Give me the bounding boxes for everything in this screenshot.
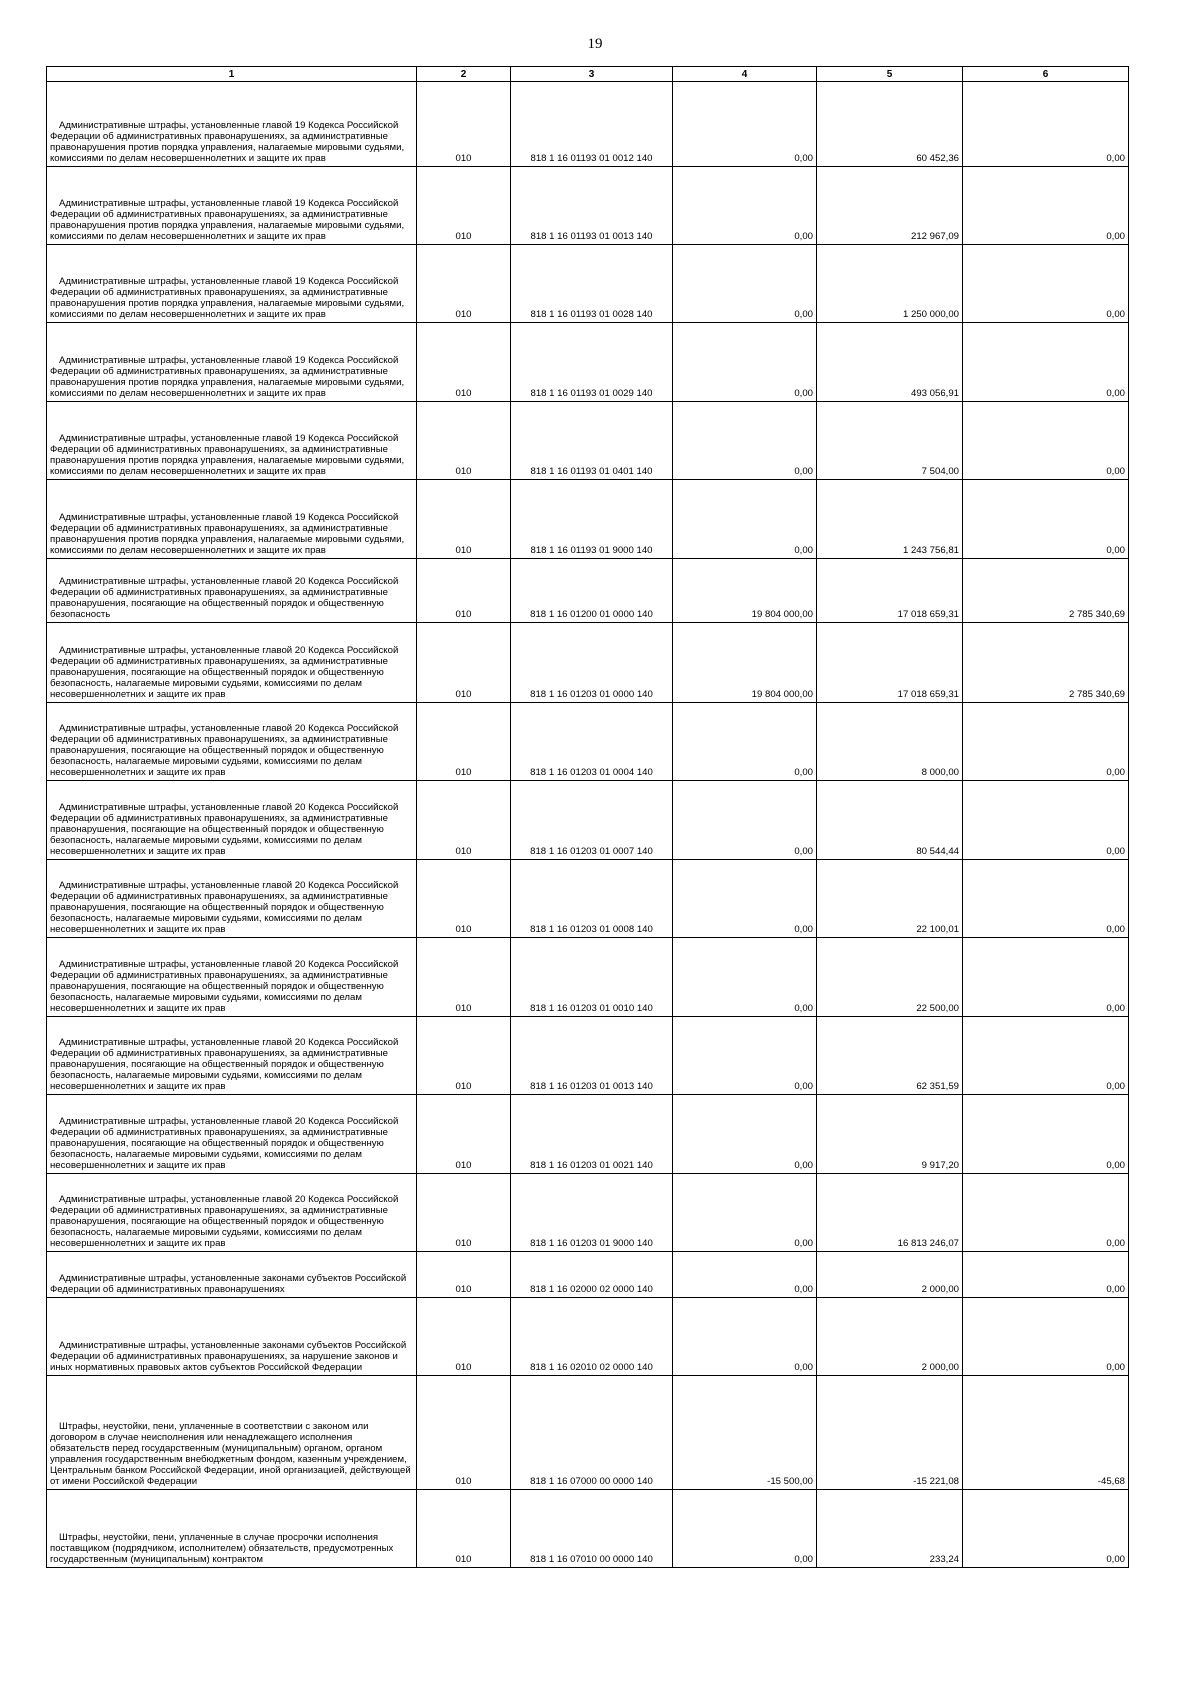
table-row [47,1252,1129,1298]
row-col-5-value: 22 500,00 [817,938,963,1017]
row-budget-code: 818 1 16 01203 01 0000 140 [511,623,673,703]
row-budget-code: 818 1 16 01203 01 0004 140 [511,703,673,781]
row-col-6-value: 0,00 [963,1017,1129,1095]
row-col-4-value: 0,00 [673,323,817,402]
row-description: Административные штрафы, установленные главой 20 Кодекса Российской Федерации об административных правонарушениях, за административные правонарушения, посягающие на общественный порядок и общественную безопасность, налагаемые мировыми судьями, комиссиями по делам несовершеннолетних и защите их прав [47,623,417,703]
row-line-code: 010 [417,480,511,559]
row-col-6-value: 0,00 [963,323,1129,402]
row-description: Административные штрафы, установленные главой 20 Кодекса Российской Федерации об административных правонарушениях, за административные правонарушения, посягающие на общественный порядок и общественную безопасность, налагаемые мировыми судьями, комиссиями по делам несовершеннолетних и защите их прав [47,1174,417,1252]
row-line-code: 010 [417,1095,511,1174]
row-budget-code: 818 1 16 01193 01 0401 140 [511,402,673,480]
table-body [47,82,1129,1568]
row-col-6-value: -45,68 [963,1376,1129,1490]
row-col-5-value: 16 813 246,07 [817,1174,963,1252]
row-col-4-value: 0,00 [673,860,817,938]
row-col-6-value: 0,00 [963,860,1129,938]
table-row [47,245,1129,323]
row-budget-code: 818 1 16 01203 01 9000 140 [511,1174,673,1252]
row-col-6-value: 0,00 [963,1298,1129,1376]
report-table [46,66,1129,1568]
row-col-6-value: 0,00 [963,402,1129,480]
row-col-5-value: 9 917,20 [817,1095,963,1174]
row-description: Административные штрафы, установленные главой 19 Кодекса Российской Федерации об административных правонарушениях, за административные правонарушения против порядка управления, налагаемые мировыми судьями, комиссиями по делам несовершеннолетних и защите их прав [47,82,417,167]
row-col-5-value: 493 056,91 [817,323,963,402]
row-col-5-value: 2 000,00 [817,1298,963,1376]
row-col-5-value: 60 452,36 [817,82,963,167]
table-row [47,1490,1129,1568]
row-col-4-value: 0,00 [673,402,817,480]
row-col-6-value: 0,00 [963,781,1129,860]
row-budget-code: 818 1 16 07010 00 0000 140 [511,1490,673,1568]
table-row [47,781,1129,860]
row-col-4-value: 19 804 000,00 [673,623,817,703]
row-col-6-value: 0,00 [963,1095,1129,1174]
row-col-5-value: 233,24 [817,1490,963,1568]
row-line-code: 010 [417,402,511,480]
row-col-5-value: 80 544,44 [817,781,963,860]
row-col-4-value: 19 804 000,00 [673,559,817,623]
row-description: Административные штрафы, установленные главой 19 Кодекса Российской Федерации об административных правонарушениях, за административные правонарушения против порядка управления, налагаемые мировыми судьями, комиссиями по делам несовершеннолетних и защите их прав [47,323,417,402]
header-col-6: 6 [963,67,1129,82]
row-description: Административные штрафы, установленные главой 20 Кодекса Российской Федерации об административных правонарушениях, за административные правонарушения, посягающие на общественный порядок и общественную безопасность, налагаемые мировыми судьями, комиссиями по делам несовершеннолетних и защите их прав [47,703,417,781]
header-col-4: 4 [673,67,817,82]
table-row [47,559,1129,623]
row-budget-code: 818 1 16 02000 02 0000 140 [511,1252,673,1298]
row-line-code: 010 [417,1376,511,1490]
row-description: Административные штрафы, установленные главой 20 Кодекса Российской Федерации об административных правонарушениях, за административные правонарушения, посягающие на общественный порядок и общественную безопасность, налагаемые мировыми судьями, комиссиями по делам несовершеннолетних и защите их прав [47,1017,417,1095]
table-row [47,1376,1129,1490]
row-description: Административные штрафы, установленные главой 20 Кодекса Российской Федерации об административных правонарушениях, за административные правонарушения, посягающие на общественный порядок и общественную безопасность, налагаемые мировыми судьями, комиссиями по делам несовершеннолетних и защите их прав [47,781,417,860]
row-line-code: 010 [417,1298,511,1376]
row-description: Административные штрафы, установленные главой 20 Кодекса Российской Федерации об административных правонарушениях, за административные правонарушения, посягающие на общественный порядок и общественную безопасность, налагаемые мировыми судьями, комиссиями по делам несовершеннолетних и защите их прав [47,938,417,1017]
table-row [47,402,1129,480]
table-row [47,480,1129,559]
row-budget-code: 818 1 16 01193 01 0029 140 [511,323,673,402]
row-budget-code: 818 1 16 01203 01 0021 140 [511,1095,673,1174]
row-col-6-value: 0,00 [963,480,1129,559]
table-row [47,1298,1129,1376]
row-col-5-value: 1 250 000,00 [817,245,963,323]
row-col-5-value: 17 018 659,31 [817,559,963,623]
row-col-4-value: 0,00 [673,167,817,245]
table-row [47,623,1129,703]
row-col-4-value: 0,00 [673,938,817,1017]
row-col-6-value: 0,00 [963,167,1129,245]
row-line-code: 010 [417,860,511,938]
row-budget-code: 818 1 16 01203 01 0010 140 [511,938,673,1017]
row-col-4-value: 0,00 [673,480,817,559]
row-col-5-value: 1 243 756,81 [817,480,963,559]
row-col-6-value: 2 785 340,69 [963,623,1129,703]
row-budget-code: 818 1 16 01203 01 0013 140 [511,1017,673,1095]
row-budget-code: 818 1 16 01193 01 0013 140 [511,167,673,245]
row-line-code: 010 [417,167,511,245]
row-line-code: 010 [417,938,511,1017]
row-budget-code: 818 1 16 01193 01 0028 140 [511,245,673,323]
row-budget-code: 818 1 16 01193 01 0012 140 [511,82,673,167]
row-description: Штрафы, неустойки, пени, уплаченные в соответствии с законом или договором в случае неисполнения или ненадлежащего исполнения обязательств перед государственным (муниципальным) органом, органом управления государственным внебюджетным фондом, казенным учреждением, Центральным банком Российской Федерации, иной организацией, действующей от имени Российской Федерации [47,1376,417,1490]
row-col-6-value: 0,00 [963,703,1129,781]
row-col-5-value: 212 967,09 [817,167,963,245]
row-budget-code: 818 1 16 07000 00 0000 140 [511,1376,673,1490]
row-col-4-value: 0,00 [673,1174,817,1252]
row-line-code: 010 [417,1174,511,1252]
row-col-6-value: 0,00 [963,938,1129,1017]
row-description: Административные штрафы, установленные главой 20 Кодекса Российской Федерации об административных правонарушениях, за административные правонарушения, посягающие на общественный порядок и общественную безопасность, налагаемые мировыми судьями, комиссиями по делам несовершеннолетних и защите их прав [47,1095,417,1174]
row-line-code: 010 [417,623,511,703]
row-description: Административные штрафы, установленные законами субъектов Российской Федерации об административных правонарушениях, за нарушение законов и иных нормативных правовых актов субъектов Российской Федерации [47,1298,417,1376]
row-col-4-value: 0,00 [673,1017,817,1095]
header-col-5: 5 [817,67,963,82]
row-col-4-value: 0,00 [673,1490,817,1568]
row-line-code: 010 [417,245,511,323]
row-description: Административные штрафы, установленные главой 19 Кодекса Российской Федерации об административных правонарушениях, за административные правонарушения против порядка управления, налагаемые мировыми судьями, комиссиями по делам несовершеннолетних и защите их прав [47,480,417,559]
row-col-4-value: 0,00 [673,1095,817,1174]
header-col-3: 3 [511,67,673,82]
table-row [47,860,1129,938]
row-col-6-value: 2 785 340,69 [963,559,1129,623]
table-row [47,703,1129,781]
row-col-5-value: -15 221,08 [817,1376,963,1490]
row-description: Штрафы, неустойки, пени, уплаченные в случае просрочки исполнения поставщиком (подрядчиком, исполнителем) обязательств, предусмотренных государственным (муниципальным) контрактом [47,1490,417,1568]
row-col-5-value: 8 000,00 [817,703,963,781]
row-budget-code: 818 1 16 01200 01 0000 140 [511,559,673,623]
header-row [47,67,1129,82]
row-col-4-value: 0,00 [673,82,817,167]
row-col-4-value: 0,00 [673,781,817,860]
row-budget-code: 818 1 16 01203 01 0008 140 [511,860,673,938]
row-col-5-value: 17 018 659,31 [817,623,963,703]
row-description: Административные штрафы, установленные главой 19 Кодекса Российской Федерации об административных правонарушениях, за административные правонарушения против порядка управления, налагаемые мировыми судьями, комиссиями по делам несовершеннолетних и защите их прав [47,402,417,480]
row-col-5-value: 62 351,59 [817,1017,963,1095]
row-line-code: 010 [417,703,511,781]
row-description: Административные штрафы, установленные главой 20 Кодекса Российской Федерации об административных правонарушениях, за административные правонарушения, посягающие на общественный порядок и общественную безопасность [47,559,417,623]
row-budget-code: 818 1 16 01203 01 0007 140 [511,781,673,860]
table-row [47,938,1129,1017]
row-line-code: 010 [417,781,511,860]
table-row [47,323,1129,402]
row-description: Административные штрафы, установленные главой 20 Кодекса Российской Федерации об административных правонарушениях, за административные правонарушения, посягающие на общественный порядок и общественную безопасность, налагаемые мировыми судьями, комиссиями по делам несовершеннолетних и защите их прав [47,860,417,938]
row-line-code: 010 [417,559,511,623]
row-col-6-value: 0,00 [963,245,1129,323]
row-description: Административные штрафы, установленные законами субъектов Российской Федерации об административных правонарушениях [47,1252,417,1298]
page-number: 19 [587,36,603,52]
row-description: Административные штрафы, установленные главой 19 Кодекса Российской Федерации об административных правонарушениях, за административные правонарушения против порядка управления, налагаемые мировыми судьями, комиссиями по делам несовершеннолетних и защите их прав [47,245,417,323]
row-col-4-value: 0,00 [673,1298,817,1376]
header-col-2: 2 [417,67,511,82]
row-col-5-value: 2 000,00 [817,1252,963,1298]
row-line-code: 010 [417,82,511,167]
row-col-6-value: 0,00 [963,1490,1129,1568]
row-line-code: 010 [417,1252,511,1298]
table-row [47,1174,1129,1252]
row-budget-code: 818 1 16 02010 02 0000 140 [511,1298,673,1376]
row-col-5-value: 7 504,00 [817,402,963,480]
row-description: Административные штрафы, установленные главой 19 Кодекса Российской Федерации об административных правонарушениях, за административные правонарушения против порядка управления, налагаемые мировыми судьями, комиссиями по делам несовершеннолетних и защите их прав [47,167,417,245]
table-row [47,1095,1129,1174]
row-col-6-value: 0,00 [963,82,1129,167]
row-col-5-value: 22 100,01 [817,860,963,938]
row-col-4-value: 0,00 [673,1252,817,1298]
header-col-1: 1 [47,67,417,82]
row-col-4-value: 0,00 [673,703,817,781]
row-line-code: 010 [417,1017,511,1095]
row-col-6-value: 0,00 [963,1252,1129,1298]
row-budget-code: 818 1 16 01193 01 9000 140 [511,480,673,559]
table-row [47,1017,1129,1095]
row-col-6-value: 0,00 [963,1174,1129,1252]
table-row [47,167,1129,245]
row-line-code: 010 [417,323,511,402]
row-col-4-value: -15 500,00 [673,1376,817,1490]
table-row [47,82,1129,167]
row-col-4-value: 0,00 [673,245,817,323]
row-line-code: 010 [417,1490,511,1568]
